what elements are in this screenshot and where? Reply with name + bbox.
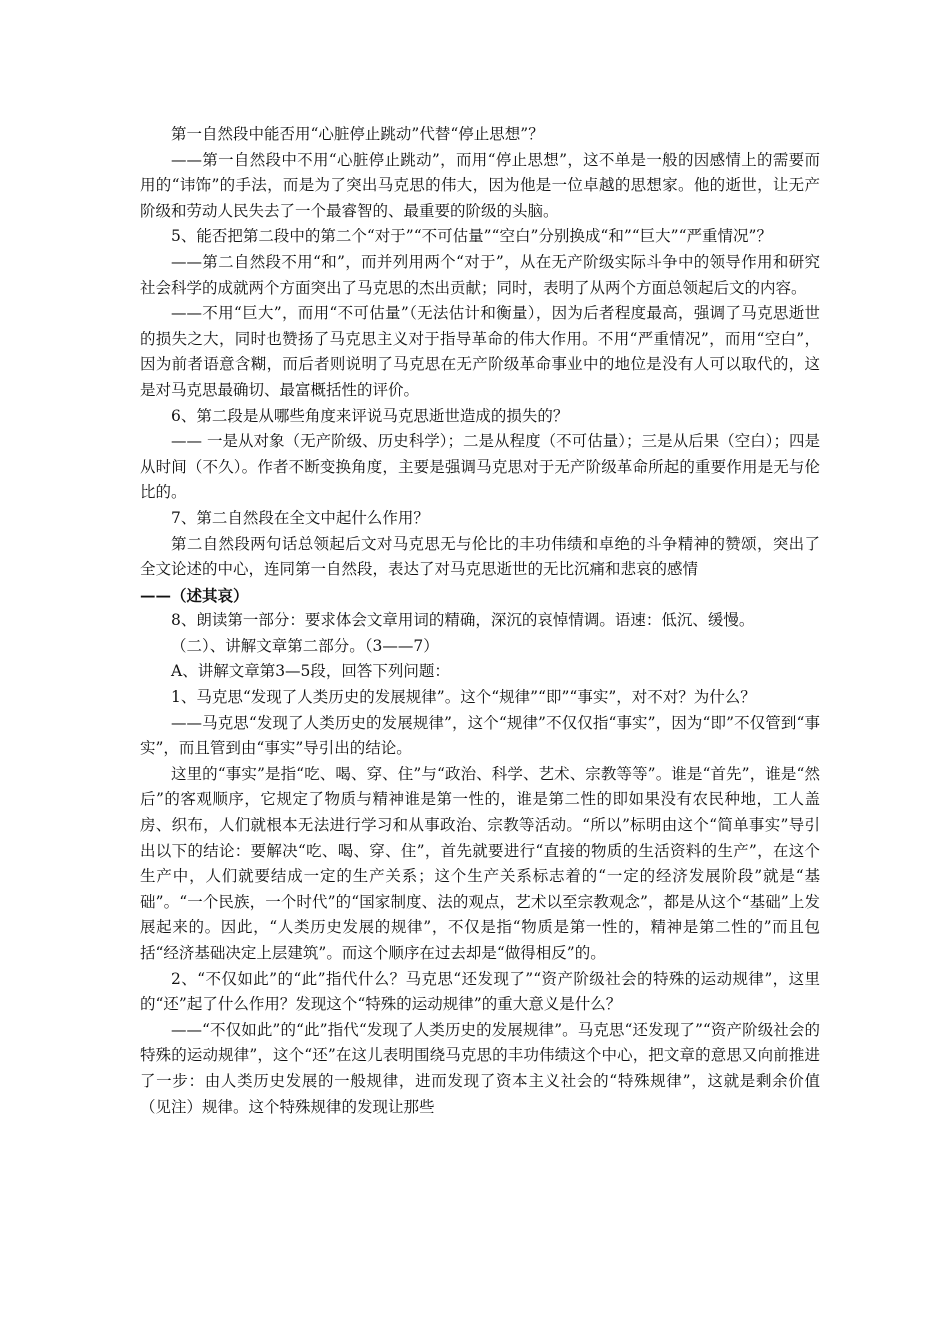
paragraph: 第二自然段两句话总领起后文对马克思无与伦比的丰功伟绩和卓绝的斗争精神的赞颂，突出了全文论述的中心，连同第一自然段，表达了对马克思逝世的无比沉痛和悲哀的感情 xyxy=(140,534,820,579)
document-body xyxy=(140,122,820,1120)
paragraph: 这里的“事实”是指“吃、喝、穿、住”与“政治、科学、艺术、宗教等等”。谁是“首先”，谁是“然后”的客观顺序，它规定了物质与精神谁是第一性的，谁是第二性的即如果没有农民种地，工人盖房、织布，人们就根本无法进行学习和从事政治、宗教等活动。“所以”标明由这个“简单事实”导引出以下的结论：要解决“吃、喝、穿、住”，首先就要进行“直接的物质的生活资料的生产”，在这个生产中，人们就要结成一定的生产关系；这个生产关系标志着的“一定的经济发展阶段”就是“基础”。“一个民族，一个时代”的“国家制度、法的观点，艺术以至宗教观念”，都是从这个“基础”上发展起来的。因此，“人类历史发展的规律”，不仅是指“物质是第一性的，精神是第二性的”而且包括“经济基础决定上层建筑”。而这个顺序在过去却是“做得相反”的。 xyxy=(140,764,820,962)
emphasis-note: ——（述其哀） xyxy=(140,585,249,605)
paragraph: 2、“不仅如此”的“此”指代什么？马克思“还发现了”“资产阶级社会的特殊的运动规律”，这里的“还”起了什么作用？发现这个“特殊的运动规律”的重大意义是什么？ xyxy=(140,969,820,1014)
section-heading: （二）、讲解文章第二部分。（3——7） xyxy=(171,636,439,655)
paragraph: 7、第二自然段在全文中起什么作用？ xyxy=(171,508,429,527)
paragraph: 第一自然段中能否用“心脏停止跳动”代替“停止思想”？ xyxy=(171,125,544,143)
paragraph: ——第一自然段中不用“心脏停止跳动”，而用“停止思想”，这不单是一般的因感情上的需要而用的“讳饰”的手法，而是为了突出马克思的伟大，因为他是一位卓越的思想家。他的逝世，让无产阶级和劳动人民失去了一个最睿智的、最重要的阶级的头脑。 xyxy=(140,150,820,220)
paragraph: A、讲解文章第3—5段，回答下列问题： xyxy=(171,662,450,681)
paragraph: ——第二自然段不用“和”，而并列用两个“对于”，从在无产阶级实际斗争中的领导作用和研究社会科学的成就两个方面突出了马克思的杰出贡献；同时，表明了从两个方面总领起后文的内容。 xyxy=(140,252,820,297)
paragraph: 6、第二段是从哪些角度来评说马克思逝世造成的损失的？ xyxy=(171,406,569,425)
paragraph: 1、马克思“发现了人类历史的发展规律”。这个“规律”“即”“事实”，对不对？为什么？ xyxy=(171,688,756,707)
paragraph: —— 一是从对象（无产阶级、历史科学）；二是从程度（不可估量）；三是从后果（空白）；四是从时间（不久）。作者不断变换角度，主要是强调马克思对于无产阶级革命所起的重要作用是无与伦比的。 xyxy=(140,432,820,502)
paragraph: ——不用“巨大”，而用“不可估量”（无法估计和衡量），因为后者程度最高，强调了马克思逝世的损失之大，同时也赞扬了马克思主义对于指导革命的伟大作用。不用“严重情况”，而用“空白”，因为前者语意含糊，而后者则说明了马克思在无产阶级革命事业中的地位是没有人可以取代的，这是对马克思最确切、最富概括性的评价。 xyxy=(140,304,820,399)
paragraph: 5、能否把第二段中的第二个“对于”“不可估量”“空白”分别换成“和”“巨大”“严重情况”？ xyxy=(171,227,772,246)
paragraph: ——“不仅如此”的“此”指代“发现了人类历史的发展规律”。马克思“还发现了”“资产阶级社会的特殊的运动规律”，这个“还”在这儿表明围绕马克思的丰功伟绩这个中心，把文章的意思又向前推进了一步：由人类历史发展的一般规律，进而发现了资本主义社会的“特殊规律”，这就是剩余价值（见注）规律。这个特殊规律的发现让那些 xyxy=(140,1020,820,1116)
paragraph: ——马克思“发现了人类历史的发展规律”，这个“规律”不仅仅指“事实”，因为“即”不仅管到“事实”，而且管到由“事实”导引出的结论。 xyxy=(140,713,820,758)
paragraph: 8、朗读第一部分：要求体会文章用词的精确，深沉的哀悼情调。语速：低沉、缓慢。 xyxy=(171,611,755,630)
